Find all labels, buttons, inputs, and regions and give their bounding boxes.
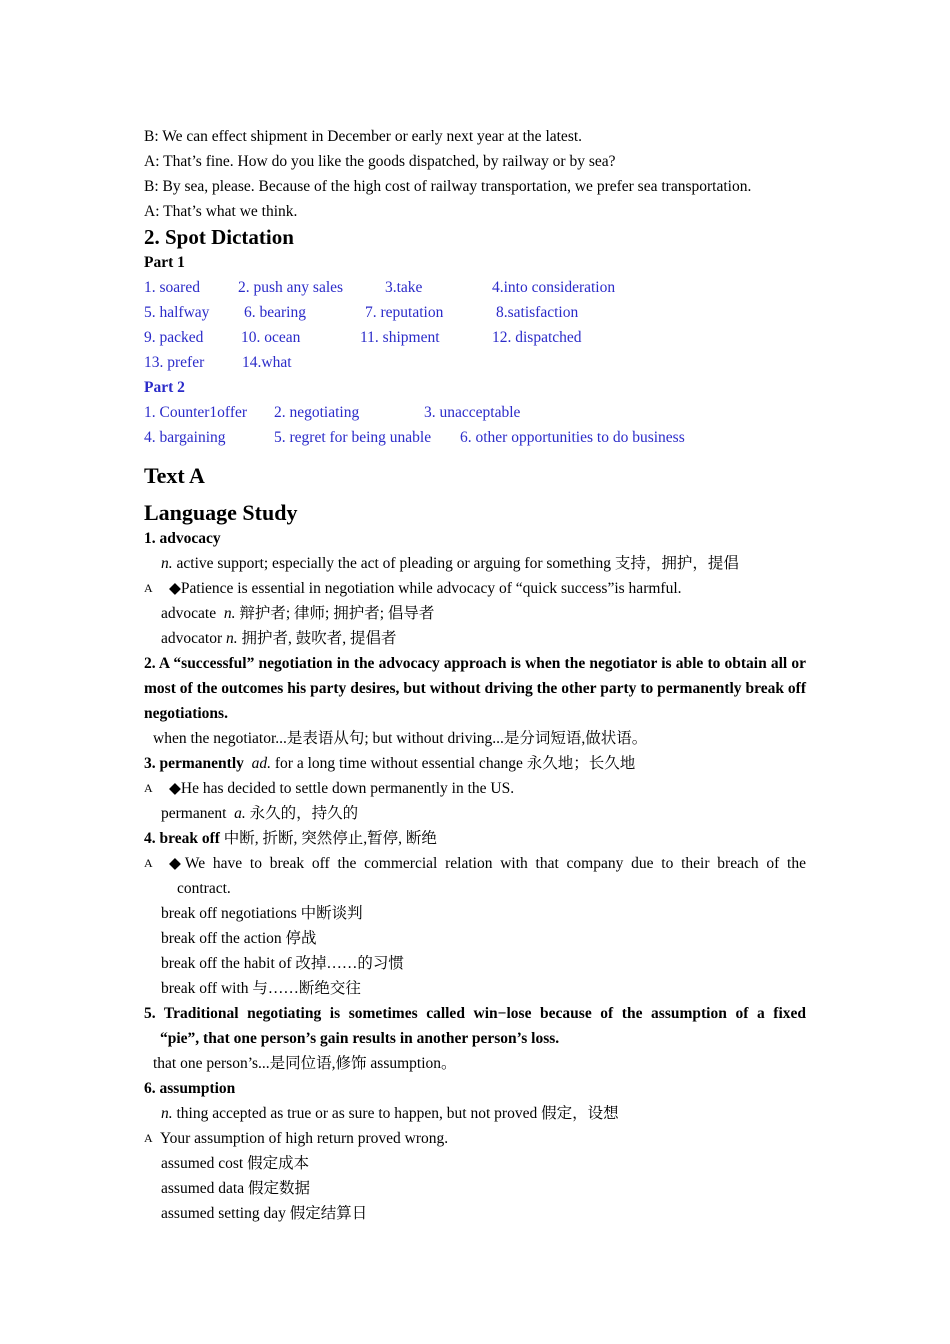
answer-item: 7. reputation [365, 304, 444, 321]
answer-item: 4. bargaining [144, 429, 226, 446]
answer-item: 3. unacceptable [424, 404, 521, 421]
definition [144, 551, 806, 576]
answer-item: 1. soared [144, 279, 200, 296]
phrase: break off the action 停战 [161, 930, 317, 947]
dialogue-line: A: That’s fine. How do you like the goods dispatched, by railway or by sea? [144, 153, 616, 170]
vocab-heading: 4. break off [144, 830, 220, 847]
dialogue-line: B: We can effect shipment in December or early next year at the latest. [144, 128, 583, 145]
example-sentence [144, 851, 806, 876]
example-text: ◆He has decided to settle down permanently in the US. [169, 780, 515, 797]
answer-item: 11. shipment [360, 329, 440, 346]
example-marker: A [144, 1131, 153, 1145]
related-word-term: permanent [161, 805, 231, 822]
document-content [144, 124, 806, 1226]
part1-label: Part 1 [144, 254, 185, 271]
vocab-heading: 6. assumption [144, 1080, 236, 1097]
section-heading-text-a: Text A [144, 463, 205, 488]
phrase: assumed setting day 假定结算日 [161, 1205, 368, 1222]
example-text: ◆Patience is essential in negotiation while advocacy of “quick success”is harmful. [169, 580, 682, 597]
pos-label: a. [234, 805, 246, 822]
answer-row [144, 325, 806, 350]
example-marker: A [144, 781, 153, 795]
example-sentence [144, 1126, 806, 1151]
related-word [144, 626, 806, 651]
answer-item: 9. packed [144, 329, 204, 346]
example-marker: A [144, 581, 153, 595]
related-word-meaning: 辩护者; 律师; 拥护者; 倡导者 [235, 605, 435, 622]
answer-item: 13. prefer [144, 354, 205, 371]
pos-label: n. [161, 555, 173, 572]
part2-label: Part 2 [144, 379, 185, 396]
vocab-entry [144, 826, 806, 851]
answer-item: 1. Counter1offer [144, 404, 248, 421]
answer-item: 3.take [385, 279, 423, 296]
section-heading-language-study: Language Study [144, 500, 298, 525]
answer-row [144, 275, 806, 300]
example-text: ◆We have to break off the commercial relation with that company due to their breach of the [169, 855, 806, 872]
example-sentence [144, 776, 806, 801]
related-word [144, 801, 806, 826]
related-word-term: advocate [161, 605, 217, 622]
answer-item: 12. dispatched [492, 329, 582, 346]
answer-item: 8.satisfaction [496, 304, 579, 321]
related-word-meaning: 拥护者, 鼓吹者, 提倡者 [237, 630, 397, 647]
pos-label: n. [161, 1105, 173, 1122]
phrase: break off the habit of 改掉……的习惯 [161, 955, 404, 972]
sentence-heading: 5. Traditional negotiating is sometimes called win−lose because of the assumption of a fixed [144, 1005, 806, 1022]
answer-item: 14.what [242, 354, 292, 371]
example-continuation: contract. [177, 880, 231, 897]
phrase: assumed cost 假定成本 [161, 1155, 310, 1172]
answer-row [144, 300, 806, 325]
dialogue-line: A: That’s what we think. [144, 203, 298, 220]
dialogue-line: B: By sea, please. Because of the high cost of railway transportation, we prefer sea transportation. [144, 178, 752, 195]
phrase: break off with 与……断绝交往 [161, 980, 361, 997]
answer-item: 4.into consideration [492, 279, 616, 296]
example-marker: A [144, 856, 153, 870]
vocab-entry [144, 751, 806, 776]
definition-text: for a long time without essential change 永久地；长久地 [271, 755, 636, 772]
answer-item: 2. negotiating [274, 404, 360, 421]
related-word-meaning: 永久的，持久的 [245, 805, 359, 822]
answer-item: 10. ocean [241, 329, 301, 346]
sentence-heading: 2. A “successful” negotiation in the advocacy approach is when the negotiator is able to obtain all or most of the outcomes his party desires, but without driving the other party to permanently break off negotiations. [144, 655, 806, 722]
grammar-note: that one person’s...是同位语,修饰 assumption。 [153, 1055, 457, 1072]
example-text: Your assumption of high return proved wrong. [160, 1130, 449, 1147]
grammar-note: when the negotiator...是表语从句; but without driving...是分词短语,做状语。 [153, 730, 648, 747]
vocab-heading: 3. permanently [144, 755, 244, 772]
answer-row [144, 350, 806, 375]
phrase: assumed data 假定数据 [161, 1180, 310, 1197]
answer-item: 5. halfway [144, 304, 210, 321]
related-word [144, 601, 806, 626]
related-word-term: advocator [161, 630, 226, 647]
sentence-heading-continuation: “pie”, that one person’s gain results in another person’s loss. [160, 1030, 560, 1047]
answer-item: 2. push any sales [238, 279, 344, 296]
phrase: break off negotiations 中断谈判 [161, 905, 363, 922]
definition-text: thing accepted as true or as sure to happen, but not proved 假定，设想 [172, 1105, 619, 1122]
pos-label: ad. [251, 755, 272, 772]
definition-text: 中断, 折断, 突然停止,暂停, 断绝 [219, 830, 437, 847]
definition [144, 1101, 806, 1126]
section-heading-spot-dictation: 2. Spot Dictation [144, 225, 294, 249]
vocab-heading: 1. advocacy [144, 530, 221, 547]
answer-row [144, 400, 806, 425]
pos-label: n. [223, 605, 236, 622]
definition-text: active support; especially the act of pleading or arguing for something 支持，拥护，提倡 [172, 555, 739, 572]
pos-label: n. [225, 630, 238, 647]
answer-item: 6. other opportunities to do business [460, 429, 685, 446]
example-sentence [144, 576, 806, 601]
answer-item: 6. bearing [244, 304, 306, 321]
answer-row [144, 425, 806, 450]
answer-item: 5. regret for being unable [274, 429, 432, 446]
